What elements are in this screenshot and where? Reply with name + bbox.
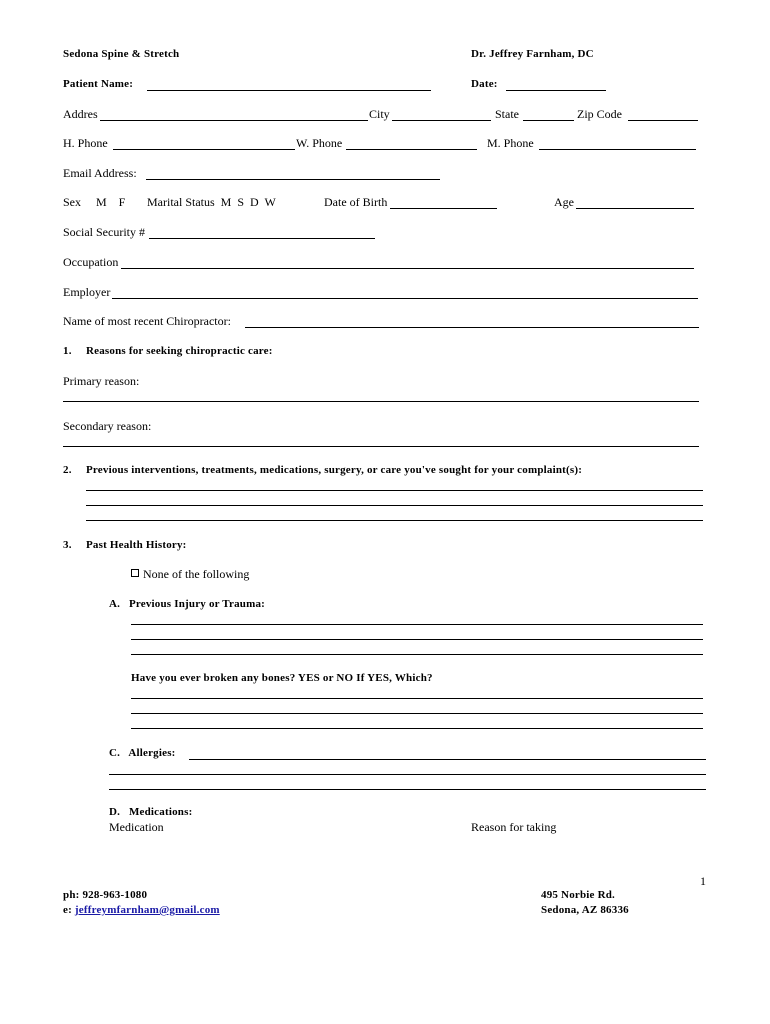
- interventions-line-2[interactable]: [86, 505, 703, 506]
- date-field[interactable]: [506, 90, 606, 91]
- city-field[interactable]: [392, 120, 491, 121]
- interventions-line-1[interactable]: [86, 490, 703, 491]
- secondary-reason-label: Secondary reason:: [63, 419, 152, 433]
- address-label: Addres: [63, 107, 98, 121]
- injury-line-1[interactable]: [131, 624, 703, 625]
- state-field[interactable]: [523, 120, 574, 121]
- employer-field[interactable]: [112, 298, 698, 299]
- page-number: 1: [700, 874, 706, 888]
- medications-title: D. Medications:: [109, 806, 193, 818]
- work-phone-field[interactable]: [346, 149, 477, 150]
- allergies-title: C. Allergies:: [109, 747, 176, 759]
- bones-line-2[interactable]: [131, 713, 703, 714]
- primary-reason-field[interactable]: [63, 401, 699, 402]
- none-option-label: None of the following: [143, 567, 250, 581]
- dob-field[interactable]: [390, 208, 497, 209]
- injury-line-2[interactable]: [131, 639, 703, 640]
- bones-line-1[interactable]: [131, 698, 703, 699]
- injury-trauma-title: A. Previous Injury or Trauma:: [109, 598, 266, 610]
- section-3-title: Past Health History:: [86, 539, 187, 551]
- email-field[interactable]: [146, 179, 440, 180]
- employer-label: Employer: [63, 285, 111, 299]
- home-phone-field[interactable]: [113, 149, 295, 150]
- footer-phone: ph: 928-963-1080: [63, 889, 148, 901]
- age-field[interactable]: [576, 208, 694, 209]
- occupation-label: Occupation: [63, 255, 119, 269]
- primary-reason-label: Primary reason:: [63, 374, 140, 388]
- email-label: Email Address:: [63, 166, 137, 180]
- city-label: City: [369, 107, 390, 121]
- patient-name-field[interactable]: [147, 90, 431, 91]
- section-1-number: 1.: [63, 345, 72, 357]
- none-option[interactable]: [131, 567, 249, 582]
- footer-email-line: [63, 904, 220, 916]
- dob-label: Date of Birth: [324, 195, 388, 209]
- section-2-number: 2.: [63, 464, 72, 476]
- allergies-field[interactable]: [189, 759, 706, 760]
- footer-address-line-2: Sedona, AZ 86336: [541, 904, 629, 916]
- sex-label: Sex: [63, 195, 81, 209]
- patient-name-label: Patient Name:: [63, 78, 134, 90]
- address-field[interactable]: [100, 120, 368, 121]
- medication-column-header: Medication: [109, 820, 164, 834]
- sex-options[interactable]: M F: [96, 195, 126, 209]
- section-3-number: 3.: [63, 539, 72, 551]
- reason-column-header: Reason for taking: [471, 820, 557, 834]
- ssn-field[interactable]: [149, 238, 375, 239]
- allergies-line-3[interactable]: [109, 789, 706, 790]
- footer-email-link[interactable]: jeffreymfarnham@gmail.com: [74, 904, 220, 916]
- age-label: Age: [554, 195, 574, 209]
- home-phone-label: H. Phone: [63, 136, 108, 150]
- secondary-reason-field[interactable]: [63, 446, 699, 447]
- zip-label: Zip Code: [577, 107, 622, 121]
- ssn-label: Social Security #: [63, 225, 145, 239]
- mobile-phone-field[interactable]: [539, 149, 696, 150]
- footer-email-prefix: e:: [63, 904, 75, 916]
- chiropractor-label: Name of most recent Chiropractor:: [63, 314, 231, 328]
- chiropractor-field[interactable]: [245, 327, 699, 328]
- injury-line-3[interactable]: [131, 654, 703, 655]
- allergies-line-2[interactable]: [109, 774, 706, 775]
- practice-name: Sedona Spine & Stretch: [63, 48, 180, 60]
- broken-bones-question: Have you ever broken any bones? YES or NO If YES, Which?: [131, 672, 433, 684]
- state-label: State: [495, 107, 519, 121]
- zip-field[interactable]: [628, 120, 698, 121]
- doctor-name: Dr. Jeffrey Farnham, DC: [471, 48, 594, 60]
- section-2-title: Previous interventions, treatments, medications, surgery, or care you've sought for your complaint(s):: [86, 464, 583, 476]
- marital-status-options[interactable]: Marital Status M S D W: [147, 195, 276, 209]
- interventions-line-3[interactable]: [86, 520, 703, 521]
- date-label: Date:: [471, 78, 498, 90]
- work-phone-label: W. Phone: [296, 136, 343, 150]
- mobile-phone-label: M. Phone: [487, 136, 534, 150]
- section-1-title: Reasons for seeking chiropractic care:: [86, 345, 273, 357]
- bones-line-3[interactable]: [131, 728, 703, 729]
- checkbox-icon[interactable]: [131, 569, 139, 577]
- occupation-field[interactable]: [121, 268, 694, 269]
- footer-address-line-1: 495 Norbie Rd.: [541, 889, 615, 901]
